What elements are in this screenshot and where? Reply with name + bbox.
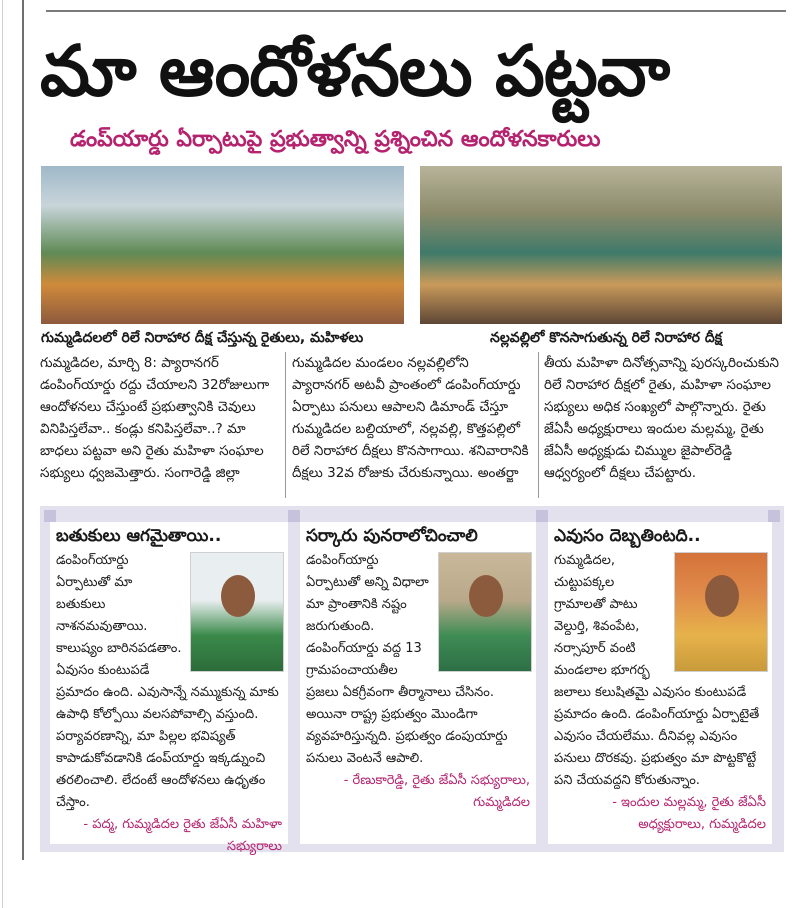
quote-box-title: ఎవుసం దెబ్బతింటది.. bbox=[554, 526, 701, 546]
portrait-face bbox=[469, 575, 503, 617]
quote-box-renuka bbox=[300, 522, 536, 844]
top-rule bbox=[46, 10, 786, 12]
quote-box-text: గుమ్మడిదల, చుట్టుపక్కల గ్రామాలతో పాటు వెల్దుర్తి, శివంపేట, నర్సాపూర్ వంటి మండలాల భూగర్భ జలాలు కలుషితమై ఎవుసం కుంటుపడే ప్రమాదం ఉంది. డంపింగ్‌యార్డు ఏర్పాటైతే ఎవుసం చేయలేము. దీనివల్ల ఎవుసం పనులు దొరకవు. ప్రభుత్వం మా పొట్టకొట్టే పని చేయవద్దని కోరుతున్నాం. bbox=[554, 553, 760, 788]
column-divider bbox=[285, 352, 286, 498]
photo-caption-right: నల్లవల్లిలో కొనసాగుతున్న రిలే నిరాహార దీక్ష bbox=[490, 330, 723, 346]
column-divider bbox=[538, 352, 539, 498]
quote-box-text: డంపింగ్‌యార్డు ఏర్పాటుతో అన్ని విధాలా మా ప్రాంతానికి నష్టం జరుగుతుంది. డంపింగ్‌యార్డు వద్ద 13 గ్రామపంచాయతీల ప్రజలు ఏకగ్రీవంగా తీర్మానాలు చేసినం. అయినా రాష్ట్ర ప్రభుత్వం మొండిగా వ్యవహరిస్తున్నది. ప్రభుత్వం డంపుయార్డు పనులు వెంటనే ఆపాలి. bbox=[306, 553, 508, 766]
quote-box-mallamma bbox=[548, 522, 772, 844]
corner-marker bbox=[44, 510, 56, 522]
subheadline: డంప్‌యార్డు ఏర్పాటుపై ప్రభుత్వాన్ని ప్రశ్నించిన ఆందోళనకారులు bbox=[70, 127, 601, 152]
portrait-renuka bbox=[438, 552, 532, 672]
photo-caption-left: గుమ్మడిదలలో రిలే నిరాహార దీక్ష చేస్తున్న రైతులు, మహిళలు bbox=[41, 330, 364, 346]
quote-box-title: బతుకులు ఆగమైతాయి.. bbox=[56, 526, 222, 546]
portrait-face bbox=[221, 575, 255, 617]
portrait-mallamma bbox=[674, 552, 768, 672]
portrait-padma bbox=[190, 552, 284, 672]
quote-attribution: - రేణుకారెడ్డి, రైతు జేఏసీ సభ్యురాలు, గుమ్మడిదల bbox=[343, 773, 530, 810]
article-column-2: గుమ్మడిదల మండలం నల్లవల్లిలోని ప్యారానగర్ అటవీ ప్రాంతంలో డంపింగ్‌యార్డు ఏర్పాటు పనులు ఆపాలని డిమాండ్ చేస్తూ గుమ్మడిదల బల్దియాలో, నల్లవల్లి, కొత్తపల్లిలో రిలే నిరాహార దీక్షలు కొనసాగాయి. శనివారానికి దీక్షలు 32వ రోజుకు చేరుకున్నాయి. అంతర్జా bbox=[292, 355, 529, 481]
corner-marker bbox=[768, 510, 780, 522]
article-column-1: గుమ్మడిదల, మార్చి 8: ప్యారానగర్ డంపింగ్‌యార్డు రద్దు చేయాలని 32రోజులుగా ఆందోళనలు చేస్తుంటే ప్రభుత్వానికి చెవులు వినిపిస్తలేవా.. కండ్లు కనిపిస్తలేవా..? మా బాధలు పట్టవా అని రైతు మహిళా సంఘాల సభ్యులు ధ్వజమెత్తారు. సంగారెడ్డి జిల్లా bbox=[40, 355, 270, 481]
photo-protest-nallavalli bbox=[420, 166, 782, 324]
quote-box-text: డంపింగ్‌యార్డు ఏర్పాటుతో మా బతుకులు నాశనమవుతాయి. కాలుష్యం బారినపడతాం. ఏవుసం కుంటుపడే ప్రమాదం ఉంది. ఎవుసాన్నే నమ్ముకున్న మాకు ఉపాధి కోల్పోయి వలసపోవాల్సి వస్తుంది. పర్యావరణాన్ని, మా పిల్లల భవిష్యత్ కాపాడుకోవడానికి డంప్‌యార్డు ఇక్కడ్నుంచి తరలించాలి. లేదంటే ఆందోళనలు ఉధృతం చేస్తాం. bbox=[56, 553, 279, 810]
article-column-3: తీయ మహిళా దినోత్సవాన్ని పురస్కరించుకుని రిలే నిరాహార దీక్షలో రైతు, మహిళా సంఘాల సభ్యులు అధిక సంఖ్యలో పాల్గొన్నారు. రైతు జేఏసీ అధ్యక్షురాలు ఇందుల మల్లమ్మ, రైతు జేఏసీ అధ్యక్షుడు చిమ్ముల జైపాల్‌రెడ్డి ఆధ్వర్యంలో దీక్షలు చేపట్టారు. bbox=[544, 355, 780, 481]
corner-marker bbox=[288, 510, 300, 522]
quote-box-title: సర్కారు పునరాలోచించాలి bbox=[306, 526, 478, 546]
page-edge-line bbox=[2, 0, 3, 908]
portrait-face bbox=[705, 575, 739, 617]
quote-box-padma bbox=[50, 522, 288, 854]
quote-attribution: - పద్మ, గుమ్మడిదల రైతు జేఏసీ మహిళా సభ్యురాలు bbox=[83, 817, 282, 854]
headline: మా ఆందోళనలు పట్టవా bbox=[40, 30, 670, 112]
quote-attribution: - ఇందుల మల్లమ్మ, రైతు జేఏసీ అధ్యక్షురాలు, గుమ్మడిదల bbox=[612, 795, 766, 832]
corner-marker bbox=[536, 510, 548, 522]
page-margin-rule bbox=[22, 0, 24, 860]
photo-protest-gummadidala bbox=[41, 166, 404, 324]
